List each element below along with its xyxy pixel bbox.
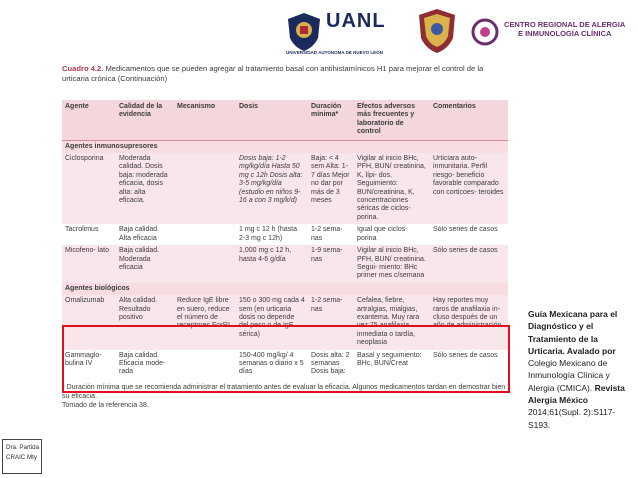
col-header: Agente (62, 100, 116, 140)
center-logo-icon (470, 12, 500, 52)
author-label (2, 439, 42, 474)
side-note-journal: Revista Alergia México (528, 382, 625, 406)
cell-dosis: 1 mg c 12 h (hasta 2-3 mg c 12h) (236, 224, 308, 245)
footnote-line2: Tomado de la referencia 38. (62, 401, 149, 409)
table-row (62, 245, 508, 283)
cell-agente: Ciclosporina (62, 153, 116, 224)
side-note-citation: 2014;61(Supl. 2):S117-S193. (528, 407, 616, 430)
cell-comentarios: Sólo series de casos (430, 224, 508, 245)
cell-efectos: Vigilar al inicio BHc, PFH, BUN/ creatinina. Segui- miento: BHc primer mes c/semana (354, 245, 430, 283)
omalizumab-highlight-box (62, 325, 510, 393)
guideline-side-note (528, 308, 636, 431)
cell-mecanismo (174, 153, 236, 224)
col-header: Comentarios (430, 100, 508, 140)
cell-calidad: Alta calidad. Resultado positivo (116, 295, 174, 349)
group-row (62, 283, 508, 295)
cell-duracion: Baja: < 4 sem Alta: 1-7 días Mejor no dar por más de 3 meses (308, 153, 354, 224)
faculty-emblem-icon (418, 8, 456, 54)
uanl-crest-icon (286, 12, 322, 52)
col-header: Mecanismo (174, 100, 236, 140)
center-name-line1: CENTRO REGIONAL DE ALERGIA (504, 20, 626, 29)
table-row (62, 153, 508, 224)
cell-efectos: Vigilar al inicio BHc, PFH, BUN/ creatinina, K, lípi- dos. Seguimiento: BUN/creatinina, K, concentraciones séricas de ciclos- porina. (354, 153, 430, 224)
cell-agente: Gammaglo- bulina IV (62, 350, 116, 379)
group-row (62, 140, 508, 153)
cell-duracion: 1-2 sema- nas (308, 224, 354, 245)
side-note-title: Guía Mexicana para el Diagnóstico y el Tratamiento de la Urticaria. Avalado por (528, 309, 618, 356)
table-row (62, 224, 508, 245)
author-label-line2: CRAIC Mty (6, 454, 37, 461)
page-header (0, 0, 638, 64)
side-note-body: Colegio Mexicano de Inmunología Clínica y Alergia (CMICA). (528, 358, 610, 393)
col-header: Dosis (236, 100, 308, 140)
cell-agente: Micofeno- lato (62, 245, 116, 283)
cell-calidad: Baja calidad. Moderada eficacia (116, 245, 174, 283)
cell-agente: Tacrolimus (62, 224, 116, 245)
col-header: Calidad de la evidencia (116, 100, 174, 140)
center-name-line2: E INMUNOLOGÍA CLÍNICA (518, 29, 612, 38)
cell-duracion: Dosis alta: 2 semanas Dosis baja: (308, 350, 354, 379)
table-caption-text: Medicamentos que se pueden agregar al tratamiento basal con antihistamínicos H1 para mejorar el control de la urticaria crónica (Continuación) (62, 64, 484, 83)
cell-comentarios: Hay reportes muy raros de anafilaxia in- cluso después de un año de administración (430, 295, 508, 349)
table-caption (62, 64, 506, 84)
cell-comentarios: Urticiara auto- inmunitaria. Perfil riesgo- beneficio favorable comparado con corticoes- teroides (430, 153, 508, 224)
cell-mecanismo (174, 245, 236, 283)
cell-calidad: Baja calidad. Alta eficacia (116, 224, 174, 245)
cell-mecanismo: Reduce IgE libre en suero, reduce el número de receptores FcεRI (174, 295, 236, 349)
table-header-row (62, 100, 508, 140)
group-title: Agentes biológicos (62, 283, 508, 295)
footnote-line1: * Duración mínima que se recomienda administrar el tratamiento antes de evaluar la eficacia. Algunos medicamentos tardan en demostrar bien su eficacia. (62, 383, 506, 400)
author-label-line1: Dra. Partida (6, 444, 40, 451)
cell-calidad: Moderada calidad. Dosis baja: moderada eficacia, dosis alta: alta eficacia. (116, 153, 174, 224)
col-header: Efectos adversos más frecuentes y laboratorio de control (354, 100, 430, 140)
cell-calidad: Baja calidad. Eficacia mode- rada (116, 350, 174, 379)
uanl-subtitle: UNIVERSIDAD AUTÓNOMA DE NUEVO LEÓN (286, 50, 383, 55)
cell-dosis: 1,000 mg c 12 h, hasta 4-6 g/día (236, 245, 308, 283)
cell-duracion: 1-9 sema- nas (308, 245, 354, 283)
cell-mecanismo (174, 224, 236, 245)
group-title: Agentes inmunosupresores (62, 140, 508, 153)
cell-agente: Omalizumab (62, 295, 116, 349)
center-name (504, 20, 625, 38)
table-caption-label: Cuadro 4.2. (62, 64, 104, 73)
cell-dosis: Dosis baja: 1-2 mg/kg/día Hasta 50 mg c 12h Dosis alta: 3-5 mg/kg/día (estudio en niños 9-16 a con 3 mg/k/d) (236, 153, 308, 224)
cell-dosis: 150 o 300 mg cada 4 sem (en urticaria dosis no depende del peso o de IgE sérica) (236, 295, 308, 349)
uanl-logo (286, 8, 406, 56)
cell-efectos: Basal y seguimiento: BHc, BUN/Creat (354, 350, 430, 379)
cell-efectos: Cefalea, fiebre, artralgias, mialgias, exantema. Muy rara vez:75 anafilaxia inmediata o tardía, neoplasia (354, 295, 430, 349)
cell-duracion: 1-2 sema- nas (308, 295, 354, 349)
cell-efectos: Igual que ciclos- porina (354, 224, 430, 245)
cell-comentarios: Sólo series de casos (430, 350, 508, 379)
cell-dosis: 150-400 mg/kg/ 4 semanas o diario x 5 días (236, 350, 308, 379)
center-logo (470, 12, 630, 52)
col-header: Duración mínima* (308, 100, 354, 140)
uanl-name: UANL (326, 10, 386, 32)
cell-comentarios: Sólo series de casos (430, 245, 508, 283)
